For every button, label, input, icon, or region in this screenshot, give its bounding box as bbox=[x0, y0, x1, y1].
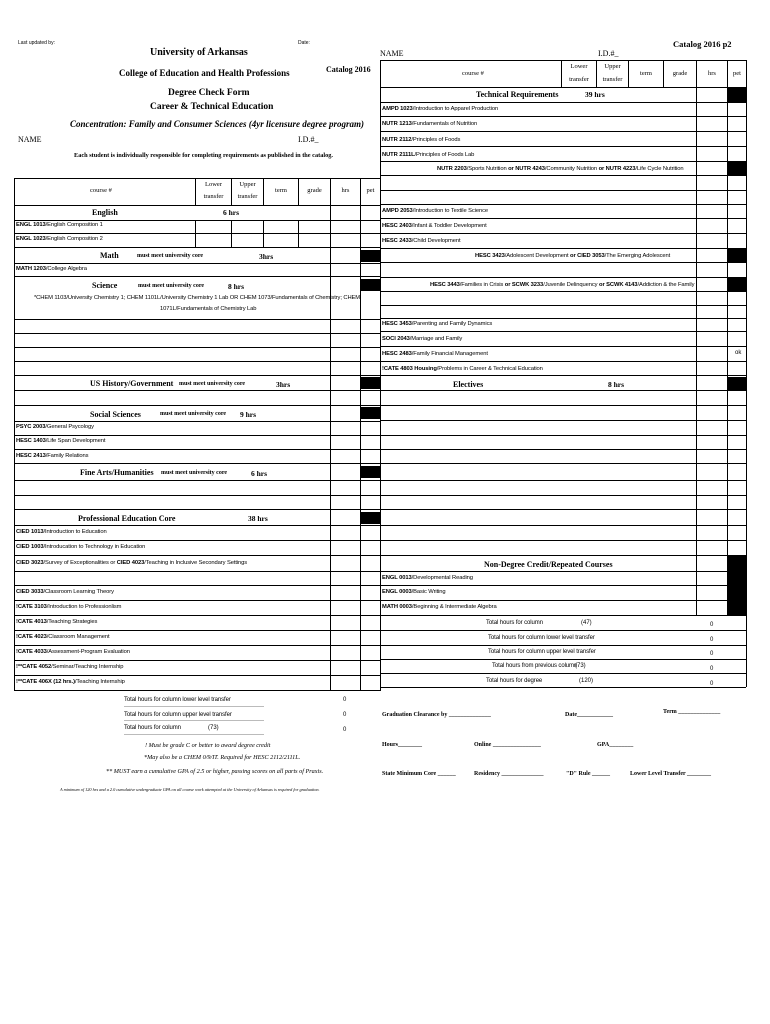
grad-date-field[interactable]: Date____________ bbox=[565, 712, 613, 718]
math-hrs: 3hrs bbox=[259, 252, 274, 261]
course-engl-1023: ENGL 1023/English Composition 2 bbox=[16, 236, 103, 242]
course-cied-1003: CIED 1003/Introducation to Technology in Education bbox=[16, 544, 146, 550]
col-term-header: term bbox=[275, 187, 287, 194]
tech-req-hrs: 39 hrs bbox=[585, 90, 605, 99]
course-hesc-1403: HESC 1403/Life Span Development bbox=[16, 438, 106, 444]
electives-title: Electives bbox=[453, 380, 484, 389]
electives-hrs: 8 hrs bbox=[608, 380, 625, 389]
right-col-grade-header: grade bbox=[672, 70, 688, 77]
course-engl-0003: ENGL 0003/Basic Writing bbox=[382, 589, 446, 595]
english-hrs: 6 hrs bbox=[223, 208, 240, 217]
course-cate-4052: !**CATE 4052/Seminar/Teaching Internship bbox=[16, 664, 124, 670]
right-total-col-paren: (47) bbox=[581, 620, 592, 626]
date-label: Date: bbox=[298, 40, 310, 46]
math-title: Math bbox=[100, 251, 119, 260]
col-lower-header-2: transfer bbox=[203, 193, 224, 200]
course-math-0003: MATH 0003/Beginning & Intermediate Algebra bbox=[382, 604, 497, 610]
course-nutr-2111l: NUTR 2111L/Principles of Foods Lab bbox=[382, 152, 475, 158]
last-updated-label: Last updated by: bbox=[18, 40, 55, 46]
right-total-upper-label: Total hours for column upper level transfer bbox=[488, 649, 596, 655]
col-upper-header-2: transfer bbox=[237, 193, 258, 200]
social-hrs: 9 hrs bbox=[240, 410, 257, 419]
grad-online-field[interactable]: Online ________________ bbox=[474, 742, 541, 748]
right-col-course-header: course # bbox=[462, 70, 484, 77]
course-ampd-1023: AMPD 1023/Introduction to Apparel Production bbox=[382, 106, 499, 112]
electives-pet-block bbox=[728, 377, 746, 390]
course-cate-4023: !CATE 4023/Classroom Management bbox=[16, 634, 110, 640]
hesc-option-row-2: HESC 3443/Families in Crisis or SCWK 3233/Juvenile Delinquency or SCWK 4143/Addiction & the Family bbox=[430, 282, 695, 288]
course-soci-2043: SOCI 2043/Marriage and Family bbox=[382, 336, 463, 342]
right-total-prev-paren: (73) bbox=[575, 663, 586, 669]
grad-lower-transfer-field[interactable]: Lower Level Transfer ________ bbox=[630, 771, 712, 777]
fine-arts-title: Fine Arts/Humanities bbox=[80, 468, 154, 477]
right-total-lower-label: Total hours for column lower level transfer bbox=[488, 635, 595, 641]
fine-arts-note: must meet university core bbox=[161, 470, 228, 476]
col-upper-header: Upper bbox=[239, 181, 256, 188]
grad-term-field[interactable]: Term ______________ bbox=[663, 709, 721, 715]
course-engl-0013: ENGL 0013/Developmental Reading bbox=[382, 575, 473, 581]
nutr-option-row: NUTR 2203/Sports Nutrition or NUTR 4243/Community Nutrition or NUTR 4223/Life Cycle Nutrition bbox=[437, 166, 684, 172]
id-label: I.D.#_ bbox=[298, 135, 319, 144]
science-note: must meet university core bbox=[138, 283, 205, 289]
right-total-upper-value: 0 bbox=[710, 651, 714, 657]
science-title: Science bbox=[92, 281, 118, 290]
catalog-label: Catalog 2016 bbox=[326, 65, 371, 74]
course-cate-4803: !CATE 4803 Housing/Problems in Career & Technical Education bbox=[382, 366, 543, 372]
right-name-label: NAME bbox=[380, 49, 404, 58]
right-total-col-label: Total hours for column bbox=[486, 620, 543, 626]
note-grade-c: ! Must be grade C or better to award degree credit bbox=[145, 742, 271, 749]
graduation-clearance-field[interactable]: Graduation Clearance by ______________ bbox=[382, 712, 491, 718]
right-total-col-value: 0 bbox=[710, 622, 714, 628]
prof-ed-title: Professional Education Core bbox=[78, 514, 176, 523]
ok-mark: ok bbox=[735, 350, 742, 356]
course-hesc-2433: HESC 2433/Child Development bbox=[382, 238, 461, 244]
course-cate-4013: !CATE 4013/Teaching Strategies bbox=[16, 619, 98, 625]
university-title: University of Arkansas bbox=[150, 47, 248, 58]
left-total-upper-value: 0 bbox=[343, 712, 347, 718]
form-title: Degree Check Form bbox=[168, 88, 250, 98]
grad-gpa-field[interactable]: GPA________ bbox=[597, 742, 634, 748]
program-title: Career & Technical Education bbox=[150, 102, 274, 112]
grad-d-rule-field[interactable]: "D" Rule ______ bbox=[566, 771, 610, 777]
col-pet-header: pet bbox=[366, 187, 375, 194]
tech-req-title: Technical Requirements bbox=[476, 90, 559, 99]
nondegree-title: Non-Degree Credit/Repeated Courses bbox=[484, 560, 613, 569]
course-math-1203: MATH 1203/College Algebra bbox=[16, 266, 87, 272]
grad-residency-field[interactable]: Residency ______________ bbox=[474, 771, 544, 777]
science-option-line-2: 1071L/Fundamentals of Chemistry Lab bbox=[160, 306, 257, 312]
history-note: must meet university core bbox=[179, 381, 246, 387]
prof-ed-hrs: 38 hrs bbox=[248, 514, 268, 523]
science-hrs: 8 hrs bbox=[228, 282, 245, 291]
hesc-option-2-pet-block bbox=[728, 277, 746, 291]
course-cied-3033: CIED 3033/Classroom Learning Theory bbox=[16, 589, 114, 595]
nondegree-pet-block bbox=[728, 556, 746, 616]
name-label: NAME bbox=[18, 135, 42, 144]
hesc-option-pet-block bbox=[728, 248, 746, 262]
english-title: English bbox=[92, 208, 118, 217]
left-total-lower-value: 0 bbox=[343, 697, 347, 703]
right-total-degree-label: Total hours for degree bbox=[486, 678, 543, 684]
note-chem: *May also be a CHEM 0/9/IT. Required for HESC 2112/2111L. bbox=[144, 754, 301, 761]
right-col-upper-header-2: transfer bbox=[602, 76, 623, 83]
course-psyc-2003: PSYC 2003/General Psycology bbox=[16, 424, 94, 430]
history-hrs: 3hrs bbox=[276, 380, 291, 389]
social-note: must meet university core bbox=[160, 411, 227, 417]
grad-hours-field[interactable]: Hours________ bbox=[382, 742, 423, 748]
right-total-prev-label: Total hours from previous column bbox=[492, 663, 578, 669]
tech-pet-block bbox=[728, 88, 746, 102]
course-hesc-2483: HESC 2483/Family Financial Management bbox=[382, 351, 488, 357]
math-note: must meet university core bbox=[137, 253, 204, 259]
right-total-degree-paren: (120) bbox=[579, 678, 594, 684]
col-grade-header: grade bbox=[307, 187, 322, 194]
science-option-line-1: *CHEM 1103/University Chemistry 1; CHEM 1101L/University Chemistry 1 Lab OR CHEM 1073/Fundamentals of Chemistry; CHEM bbox=[34, 295, 361, 301]
nutr-option-pet-block bbox=[728, 161, 746, 175]
right-col-upper-header: Upper bbox=[604, 63, 621, 70]
note-gpa-praxis: ** MUST earn a cumulative GPA of 2.5 or higher, passing scores on all parts of Praxis. bbox=[106, 768, 324, 775]
course-nutr-1213: NUTR 1213/Fundamentals of Nutrition bbox=[382, 121, 478, 127]
right-col-term-header: term bbox=[640, 70, 652, 77]
left-total-col-value: 0 bbox=[343, 727, 347, 733]
right-col-pet-header: pet bbox=[733, 70, 741, 77]
math-pet-block bbox=[360, 250, 380, 262]
col-hrs-header: hrs bbox=[341, 187, 350, 194]
history-pet-block bbox=[360, 377, 380, 389]
course-nutr-2112: NUTR 2112/Principles of Foods bbox=[382, 137, 461, 143]
right-id-label: I.D.#_ bbox=[598, 49, 619, 58]
col-course-header: course # bbox=[90, 187, 112, 194]
history-title: US History/Government bbox=[90, 379, 174, 388]
social-pet-block bbox=[360, 407, 380, 419]
course-cied-3023: CIED 3023/Survey of Exceptionalities or CIED 4023/Teaching in Inclusive Secondary Settings bbox=[16, 560, 248, 566]
hesc-option-row: HESC 3423/Adolescent Development or CIED 3053/The Emerging Adolescent bbox=[475, 253, 671, 259]
course-hesc-2403: HESC 2403/Infant & Toddler Development bbox=[382, 223, 487, 229]
concentration-title: Concentration: Family and Consumer Sciences (4yr licensure degree program) bbox=[70, 119, 365, 129]
right-col-hrs-header: hrs bbox=[708, 70, 716, 77]
right-total-prev-value: 0 bbox=[710, 666, 714, 672]
course-hesc-2413: HESC 2413/Family Relations bbox=[16, 453, 89, 459]
course-cate-3103: !CATE 3103/Introduction to Professionlism bbox=[16, 604, 122, 610]
grad-state-core-field[interactable]: State Minimum Core ______ bbox=[382, 771, 456, 777]
course-cate-406x: !**CATE 406X (12 hrs.)/Teaching Internship bbox=[16, 679, 125, 685]
note-graduation-min: A minimum of 120 hrs and a 2.0 cumulative undergraduate GPA on all course work attempted at the University of Arkansas is required for graduation. bbox=[60, 787, 320, 792]
course-hesc-3453: HESC 3453/Parenting and Family Dynamics bbox=[382, 321, 493, 327]
left-total-col-label: Total hours for column bbox=[124, 725, 181, 731]
col-lower-header: Lower bbox=[205, 181, 222, 188]
right-total-degree-value: 0 bbox=[710, 681, 714, 687]
left-total-lower-label: Total hours for column lower level transfer bbox=[124, 697, 231, 703]
right-col-lower-header-2: transfer bbox=[569, 76, 589, 83]
social-title: Social Sciences bbox=[90, 410, 141, 419]
course-engl-1013: ENGL 1013/English Composition 1 bbox=[16, 222, 103, 228]
left-total-upper-label: Total hours for column upper level transfer bbox=[124, 712, 232, 718]
course-ampd-2053: AMPD 2053/Introduction to Textile Science bbox=[382, 208, 489, 214]
responsibility-notice: Each student is individually responsible for completing requirements as published in the catalog. bbox=[74, 152, 333, 159]
right-total-lower-value: 0 bbox=[710, 637, 714, 643]
fine-arts-hrs: 6 hrs bbox=[251, 469, 268, 478]
college-title: College of Education and Health Professions bbox=[119, 68, 290, 78]
left-total-col-paren: (73) bbox=[208, 725, 219, 731]
course-cied-1013: CIED 1013/Introduction to Education bbox=[16, 529, 107, 535]
right-col-lower-header: Lower bbox=[570, 63, 588, 70]
course-cate-4033: !CATE 4033/Assessment-Program Evaluation bbox=[16, 649, 130, 655]
catalog-p2-label: Catalog 2016 p2 bbox=[673, 39, 732, 49]
fine-arts-pet-block bbox=[360, 466, 380, 478]
science-pet-block bbox=[360, 279, 380, 291]
prof-ed-pet-block bbox=[360, 512, 380, 524]
